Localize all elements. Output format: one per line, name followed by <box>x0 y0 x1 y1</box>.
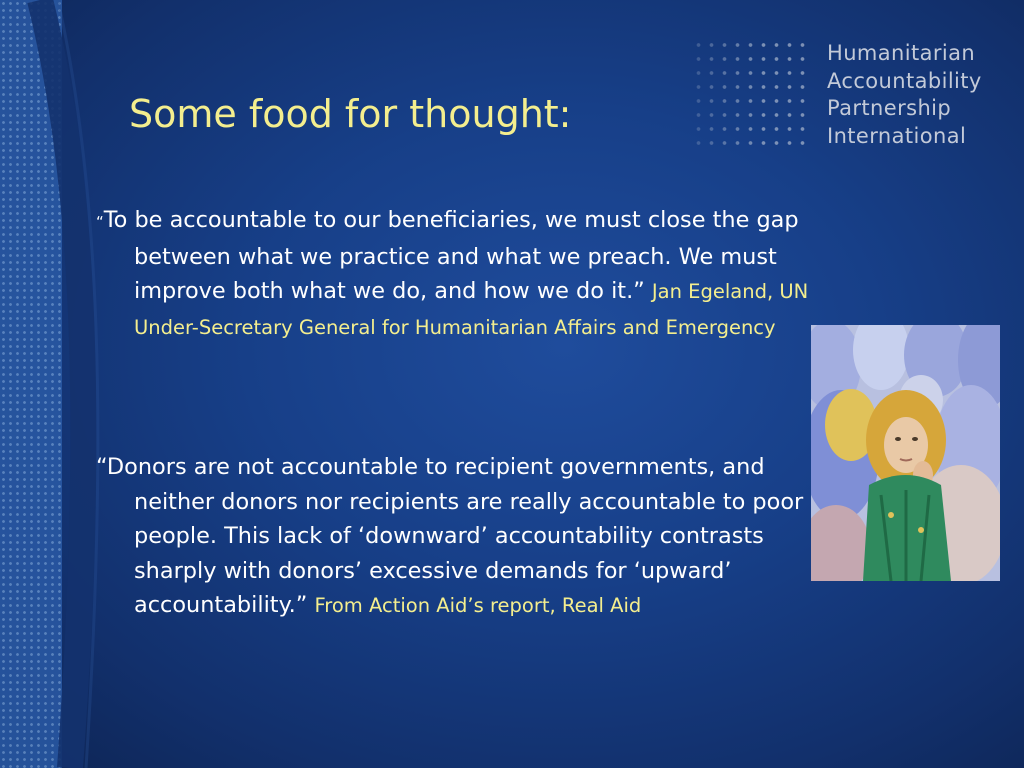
slide-title: Some food for thought: <box>129 92 572 136</box>
quote-open-mark: “ <box>96 213 104 231</box>
hap-logo <box>692 38 1002 153</box>
quote-text: To be accountable to our beneficiaries, we must close the gap between what we practice and what we preach. We must improve both what we do, and how we do it.” <box>103 207 799 304</box>
logo-line-3: Partnership <box>827 96 952 120</box>
quote-text: Donors are not accountable to recipient governments, and neither donors nor recipients are really accountable to poor people. This lack of ‘downward’ accountability contrasts sharply with donors’ excessive demands for ‘upward’ accountability.” <box>106 454 804 618</box>
logo-text <box>827 40 982 150</box>
logo-dot-grid <box>692 38 812 153</box>
photo-girl-among-women <box>811 325 1000 581</box>
quote-open-mark: “ <box>96 454 107 480</box>
photo-illustration <box>811 325 1000 581</box>
quote-source: From Action Aid’s report, Real Aid <box>314 594 642 617</box>
logo-line-4: International <box>827 123 967 148</box>
left-curve-decoration <box>0 0 120 768</box>
quote-source: Jan Egeland, UN Under-Secretary General for Humanitarian Affairs and Emergency <box>134 280 809 339</box>
logo-line-1: Humanitarian <box>827 41 976 65</box>
logo-line-2: Accountability <box>827 68 982 93</box>
quote-action-aid <box>96 450 814 624</box>
quote-egeland <box>96 203 814 345</box>
